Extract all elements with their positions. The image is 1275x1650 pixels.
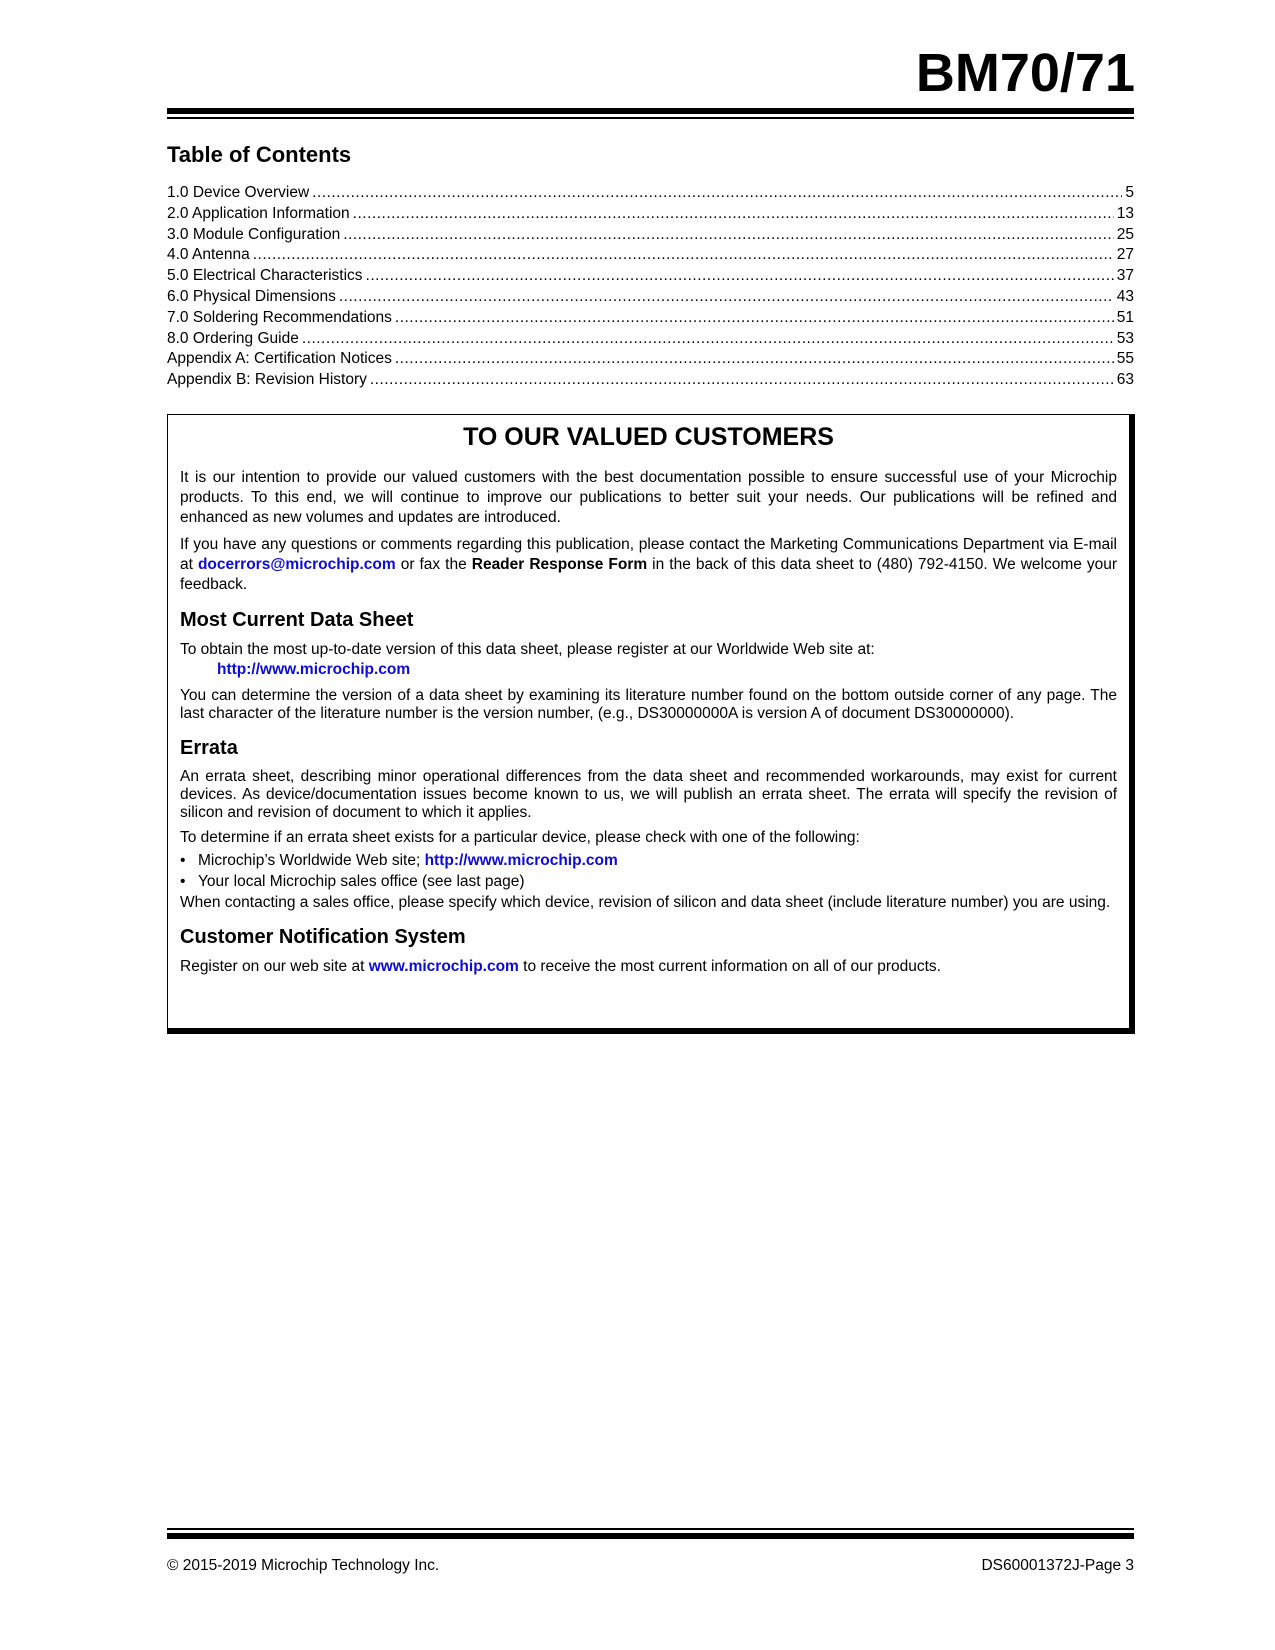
toc-leader (343, 225, 1114, 246)
toc-entry-page: 13 (1116, 204, 1134, 222)
toc-entry[interactable] (167, 183, 1134, 204)
toc-entry[interactable] (167, 225, 1134, 246)
bullet-icon: • (180, 872, 186, 890)
toc-leader (253, 245, 1114, 266)
toc-entry-page: 51 (1116, 308, 1134, 326)
version-text: You can determine the version of a data sheet by examining its literature number found on the bottom outside corner of any page. The last character of the literature number is the version number, (e.g., DS30000000A is version A of document DS30000000). (180, 687, 1117, 722)
errata-text: An errata sheet, describing minor operational differences from the data sheet and recommended workarounds, may exist for current devices. As device/documentation issues become known to us, we will publish an errata sheet. The errata will specify the revision of silicon and revision of document to which it applies. (180, 768, 1117, 821)
toc-leader (312, 183, 1122, 204)
toc-entry-label: Appendix A: Certification Notices (167, 350, 392, 368)
email-link[interactable]: docerrors@microchip.com (197, 556, 396, 573)
toc-entry[interactable] (167, 266, 1134, 287)
toc-leader (302, 329, 1114, 350)
toc-entry-label: 4.0 Antenna (167, 246, 250, 264)
toc-entry-page: 37 (1116, 267, 1134, 285)
footer-rule-thick (167, 1533, 1134, 1539)
microchip-link[interactable]: www.microchip.com (368, 958, 519, 975)
toc-leader (339, 287, 1114, 308)
footer-rule-thin (167, 1528, 1134, 1530)
toc-entry-page: 55 (1116, 350, 1134, 368)
toc-entry[interactable] (167, 329, 1134, 350)
page-reference: DS60001372J-Page 3 (981, 1557, 1134, 1574)
toc-entry-label: 3.0 Module Configuration (167, 225, 341, 243)
toc-entry-page: 53 (1116, 329, 1134, 347)
sales-office-text: When contacting a sales office, please specify which device, revision of silicon and data sheet (include literature number) you are using. (180, 894, 1111, 911)
microchip-link[interactable]: http://www.microchip.com (424, 852, 618, 869)
toc-entry-label: 6.0 Physical Dimensions (167, 287, 336, 305)
toc-entry-page: 25 (1116, 225, 1134, 243)
customer-notice-box (167, 414, 1135, 1034)
current-datasheet-link-line (180, 660, 1117, 680)
header-rule-thick (167, 108, 1134, 114)
header-rule-thin (167, 117, 1134, 119)
toc-entry-label: Appendix B: Revision History (167, 371, 367, 389)
notice-title: TO OUR VALUED CUSTOMERS (463, 423, 834, 451)
toc-entry-label: 8.0 Ordering Guide (167, 329, 299, 347)
toc-entry[interactable] (167, 245, 1134, 266)
toc-heading: Table of Contents (167, 142, 352, 167)
current-datasheet-text: To obtain the most up-to-date version of this data sheet, please register at our Worldwide Web site at: (180, 641, 875, 658)
notice-contact: If you have any questions or comments regarding this publication, please contact the Marketing Communications Department via E-mail at docerrors@microchip.com or fax the Reader Response Form in the back of this data sheet to (480) 792-4150. We welcome your feedback. (180, 536, 1118, 593)
current-datasheet-heading: Most Current Data Sheet (180, 609, 414, 631)
table-of-contents (167, 183, 1134, 391)
cns-text: Register on our web site at www.microchip.com to receive the most current information on all of our products. (180, 958, 941, 975)
errata-heading: Errata (180, 737, 238, 759)
notice-intro: It is our intention to provide our valued customers with the best documentation possible to ensure successful use of your Microchip products. To this end, we will continue to improve our publications to better suit your needs. Our publications will be refined and enhanced as new volumes and updates are introduced. (180, 469, 1117, 526)
toc-entry[interactable] (167, 370, 1134, 391)
errata-check-text: To determine if an errata sheet exists for a particular device, please check with one of the following: (180, 829, 860, 846)
toc-leader (395, 308, 1114, 329)
toc-leader (370, 370, 1114, 391)
microchip-link[interactable]: http://www.microchip.com (217, 661, 411, 678)
toc-leader (353, 204, 1114, 225)
toc-leader (366, 266, 1114, 287)
toc-entry-page: 27 (1116, 246, 1134, 264)
toc-entry-page: 5 (1125, 184, 1134, 201)
toc-entry-label: 7.0 Soldering Recommendations (167, 308, 392, 326)
document-title: BM70/71 (915, 43, 1135, 103)
toc-entry[interactable] (167, 204, 1134, 225)
toc-leader (395, 349, 1114, 370)
cns-heading: Customer Notification System (180, 926, 466, 948)
errata-bullet: • Your local Microchip sales office (see last page) (180, 872, 1117, 893)
toc-entry-label: 5.0 Electrical Characteristics (167, 267, 363, 285)
toc-entry-label: 1.0 Device Overview (167, 184, 310, 201)
toc-entry[interactable] (167, 287, 1134, 308)
bullet-icon: • (180, 852, 186, 869)
toc-entry[interactable] (167, 349, 1134, 370)
toc-entry[interactable] (167, 308, 1134, 329)
errata-bullet: • Microchip’s Worldwide Web site; http://www.microchip.com (180, 851, 1117, 872)
toc-entry-label: 2.0 Application Information (167, 204, 350, 222)
toc-entry-page: 43 (1116, 287, 1134, 305)
copyright: © 2015-2019 Microchip Technology Inc. (167, 1557, 440, 1574)
toc-entry-page: 63 (1116, 371, 1134, 389)
reader-response-form: Reader Response Form (471, 556, 648, 573)
